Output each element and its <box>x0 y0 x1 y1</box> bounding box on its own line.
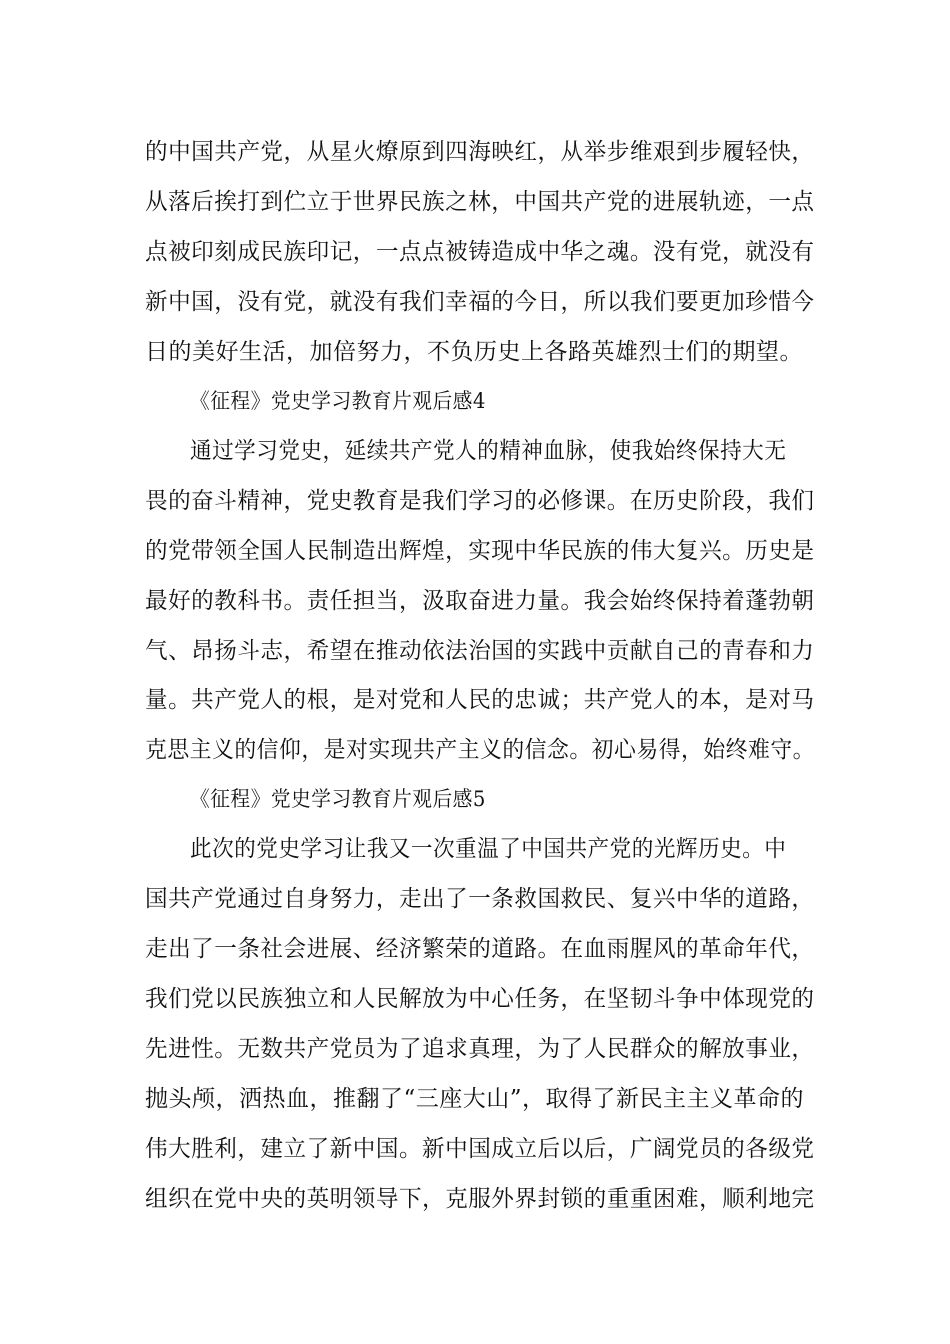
text-line: 从落后挨打到伫立于世界民族之林，中国共产党的进展轨迹，一点 <box>145 189 815 215</box>
text-line: 新中国，没有党，就没有我们幸福的今日，所以我们要更加珍惜今 <box>145 289 815 315</box>
text-line: 点被印刻成民族印记，一点点被铸造成中华之魂。没有党，就没有 <box>145 239 815 265</box>
section-heading: 《征程》党史学习教育片观后感5 <box>190 787 486 811</box>
text-line: 气、昂扬斗志，希望在推动依法治国的实践中贡献自己的青春和力 <box>145 638 815 664</box>
text-line: 最好的教科书。责任担当，汲取奋进力量。我会始终保持着蓬勃朝 <box>145 588 815 614</box>
text-line: 此次的党史学习让我又一次重温了中国共产党的光辉历史。中 <box>190 836 787 862</box>
text-line: 的党带领全国人民制造出辉煌，实现中华民族的伟大复兴。历史是 <box>145 538 815 564</box>
text-line: 我们党以民族独立和人民解放为中心任务，在坚韧斗争中体现党的 <box>145 986 815 1012</box>
text-line: 组织在党中央的英明领导下，克服外界封锁的重重困难，顺利地完 <box>145 1186 815 1212</box>
text-line: 的中国共产党，从星火燎原到四海映红，从举步维艰到步履轻快， <box>145 139 815 165</box>
text-line: 先进性。无数共产党员为了追求真理，为了人民群众的解放事业， <box>145 1036 815 1062</box>
text-line: 量。共产党人的根，是对党和人民的忠诚；共产党人的本，是对马 <box>145 687 815 713</box>
section-heading: 《征程》党史学习教育片观后感4 <box>190 389 486 413</box>
text-line: 通过学习党史，延续共产党人的精神血脉，使我始终保持大无 <box>190 438 787 464</box>
text-line: 伟大胜利，建立了新中国。新中国成立后以后，广阔党员的各级党 <box>145 1136 815 1162</box>
text-line: 克思主义的信仰，是对实现共产主义的信念。初心易得，始终难守。 <box>145 737 815 763</box>
text-line: 畏的奋斗精神，党史教育是我们学习的必修课。在历史阶段，我们 <box>145 488 815 514</box>
text-line: 抛头颅，洒热血，推翻了“三座大山”，取得了新民主主义革命的 <box>145 1086 805 1112</box>
text-line: 走出了一条社会进展、经济繁荣的道路。在血雨腥风的革命年代， <box>145 936 815 962</box>
text-line: 国共产党通过自身努力，走出了一条救国救民、复兴中华的道路， <box>145 886 815 912</box>
text-line: 日的美好生活，加倍努力，不负历史上各路英雄烈士们的期望。 <box>145 339 803 365</box>
